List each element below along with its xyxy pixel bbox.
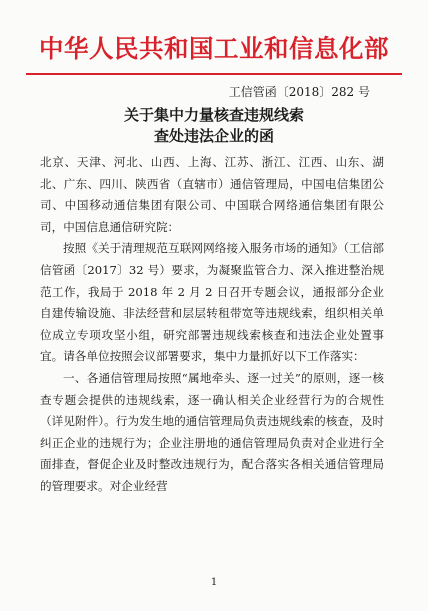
page-number: 1 — [210, 577, 218, 588]
addressee-paragraph: 北京、天津、河北、山西、上海、江苏、浙江、江西、山东、湖北、广东、四川、陕西省（直辖市）通信管理局，中国电信集团公司、中国移动通信集团有限公司、中国联合网络通信集团有限公司，中国信息通信研究院： — [40, 155, 384, 234]
document-title-line-2: 查处违法企业的函 — [153, 127, 274, 145]
document-number: 工信管函〔2018〕282 号 — [228, 85, 370, 99]
document-title-line-1: 关于集中力量核查违规线索 — [123, 106, 304, 124]
body-paragraph-2: 一、各通信管理局按照“属地牵头、逐一过关”的原则，逐一核查专题会提供的违规线索，逐一确认相关企业经营行为的合规性（详见附件）。行为发生地的通信管理局负责违规线索的核查，及时纠正企业的违规行为；企业注册地的通信管理局负责对企业进行全面排查，督促企业及时整改违规行为，配合落实各相关通信管理局的管理要求。对企业经营 — [40, 370, 384, 493]
document-body — [40, 152, 384, 498]
ministry-letterhead: 中华人民共和国工业和信息化部 — [39, 34, 389, 63]
body-paragraph-1: 按照《关于清理规范互联网网络接入服务市场的通知》（工信部信管函〔2017〕32 号）要求，为凝聚监管合力、深入推进整治规范工作，我局于 2018 年 2 月 2 日召开专题会议，通报部分企业自建传输设施、非法经营和层层转租带宽等违规线索，组织相关单位成立专项攻坚小组，研究部署违规线索核查和违法企业处置事宜。请各单位按照会议部署要求，集中力量抓好以下工作落实： — [40, 241, 384, 364]
letterhead-red-rule — [26, 73, 402, 75]
